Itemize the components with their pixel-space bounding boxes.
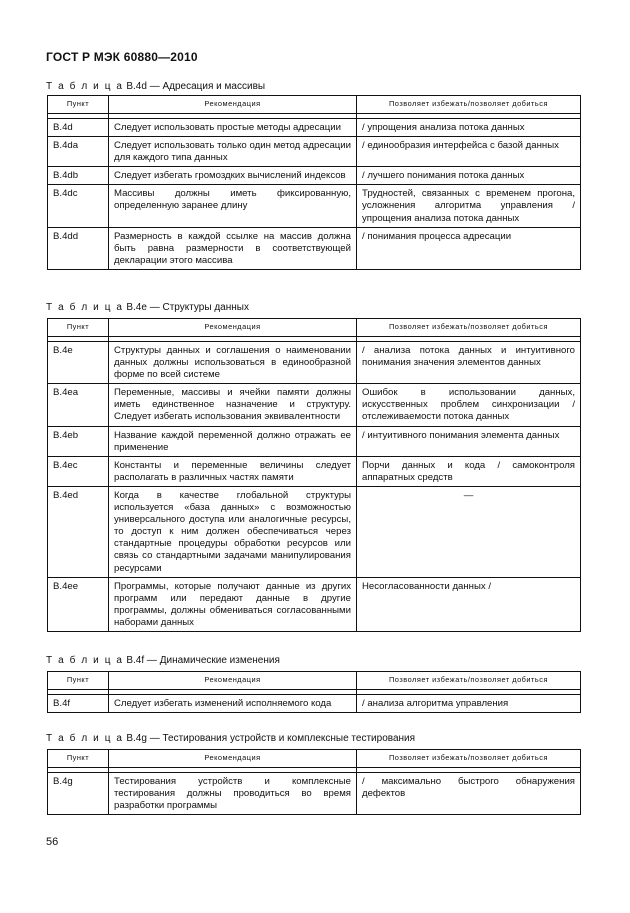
table-b4g xyxy=(47,749,581,815)
header-item: Пункт xyxy=(48,750,109,768)
header-effect: Позволяет избежать/позволяет добиться xyxy=(357,750,581,768)
cell-effect: Порчи данных и кода / самоконтроля аппаратных средств xyxy=(357,456,581,486)
cell-id: В.4ее xyxy=(48,577,109,631)
cell-recommendation: Когда в качестве глобальной структуры используется «база данных» с возможностью универсального доступа или аналогичные ресурсы, то доступ к ним должен обеспечиваться через стандартные процедуры обработки ресурсов или связь со стандартными задачами манипулирования ресурсами xyxy=(109,486,357,577)
table-caption xyxy=(46,302,249,313)
header-item: Пункт xyxy=(48,672,109,690)
header-effect: Позволяет избежать/позволяет добиться xyxy=(357,319,581,337)
cell-id: В.4dd xyxy=(48,227,109,269)
cell-effect: / единообразия интерфейса с базой данных xyxy=(357,137,581,167)
table-row xyxy=(48,227,581,269)
cell-effect: — xyxy=(357,486,581,577)
cell-id: В.4е xyxy=(48,342,109,384)
header-effect: Позволяет избежать/позволяет добиться xyxy=(357,96,581,114)
cell-effect: / упрощения анализа потока данных xyxy=(357,119,581,137)
table-row xyxy=(48,119,581,137)
cell-id: В.4f xyxy=(48,695,109,713)
table-row xyxy=(48,185,581,227)
caption-prefix: Т а б л и ц а xyxy=(46,733,124,744)
table-caption xyxy=(46,733,415,744)
cell-id: В.4g xyxy=(48,773,109,815)
cell-recommendation: Название каждой переменной должно отражать ее применение xyxy=(109,426,357,456)
cell-effect: Несогласованности данных / xyxy=(357,577,581,631)
caption-text: В.4g — Тестирования устройств и комплексные тестирования xyxy=(126,733,416,744)
table-row xyxy=(48,426,581,456)
caption-prefix: Т а б л и ц а xyxy=(46,81,124,92)
cell-id: В.4еb xyxy=(48,426,109,456)
header-effect: Позволяет избежать/позволяет добиться xyxy=(357,672,581,690)
header-recommendation: Рекомендация xyxy=(109,319,357,337)
document-title: ГОСТ Р МЭК 60880—2010 xyxy=(46,50,198,64)
table-row xyxy=(48,384,581,426)
cell-id: В.4dc xyxy=(48,185,109,227)
header-recommendation: Рекомендация xyxy=(109,96,357,114)
cell-id: В.4еc xyxy=(48,456,109,486)
cell-id: В.4еd xyxy=(48,486,109,577)
cell-recommendation: Следует избегать громоздких вычислений индексов xyxy=(109,167,357,185)
caption-text: В.4f — Динамические изменения xyxy=(126,655,280,666)
table-b4f xyxy=(47,671,581,713)
page-number: 56 xyxy=(46,836,59,848)
table-row xyxy=(48,695,581,713)
cell-id: В.4d xyxy=(48,119,109,137)
table-caption xyxy=(46,655,280,666)
caption-text: В.4е — Структуры данных xyxy=(126,302,249,313)
cell-effect: / анализа потока данных и интуитивного понимания значения элементов данных xyxy=(357,342,581,384)
cell-effect: / интуитивного понимания элемента данных xyxy=(357,426,581,456)
cell-recommendation: Следует использовать простые методы адресации xyxy=(109,119,357,137)
table-row xyxy=(48,577,581,631)
cell-effect: / понимания процесса адресации xyxy=(357,227,581,269)
cell-recommendation: Следует избегать изменений исполняемого кода xyxy=(109,695,357,713)
header-item: Пункт xyxy=(48,319,109,337)
table-b4e xyxy=(47,318,581,632)
table-header-row xyxy=(48,319,581,337)
table-row xyxy=(48,137,581,167)
table-b4d xyxy=(47,95,581,270)
cell-recommendation: Структуры данных и соглашения о наименовании данных должны использоваться в единообразной форме по всей системе xyxy=(109,342,357,384)
table-header-row xyxy=(48,750,581,768)
cell-effect: / лучшего понимания потока данных xyxy=(357,167,581,185)
cell-recommendation: Константы и переменные величины следует располагать в различных частях памяти xyxy=(109,456,357,486)
cell-recommendation: Тестирования устройств и комплексные тестирования должны проводиться во время разработки программы xyxy=(109,773,357,815)
cell-effect: / максимально быстрого обнаружения дефектов xyxy=(357,773,581,815)
header-recommendation: Рекомендация xyxy=(109,750,357,768)
caption-prefix: Т а б л и ц а xyxy=(46,655,124,666)
caption-prefix: Т а б л и ц а xyxy=(46,302,124,313)
table-header-row xyxy=(48,672,581,690)
cell-id: В.4db xyxy=(48,167,109,185)
cell-recommendation: Переменные, массивы и ячейки памяти должны иметь единственное назначение и структуру. Следует избегать использования эквивалентности xyxy=(109,384,357,426)
header-recommendation: Рекомендация xyxy=(109,672,357,690)
table-header-row xyxy=(48,96,581,114)
cell-recommendation: Массивы должны иметь фиксированную, определенную заранее длину xyxy=(109,185,357,227)
table-row xyxy=(48,486,581,577)
cell-recommendation: Размерность в каждой ссылке на массив должна быть равна размерности в соответствующей декларации этого массива xyxy=(109,227,357,269)
table-row xyxy=(48,167,581,185)
caption-text: В.4d — Адресация и массивы xyxy=(126,81,266,92)
table-row xyxy=(48,773,581,815)
header-item: Пункт xyxy=(48,96,109,114)
cell-id: В.4еа xyxy=(48,384,109,426)
cell-recommendation: Следует использовать только один метод адресации для каждого типа данных xyxy=(109,137,357,167)
cell-effect: Ошибок в использовании данных, искусственных проблем синхронизации / отслеживаемости потока данных xyxy=(357,384,581,426)
table-row xyxy=(48,456,581,486)
cell-effect: Трудностей, связанных с временем прогона, усложнения алгоритма управления / упрощения анализа потока данных xyxy=(357,185,581,227)
cell-id: В.4da xyxy=(48,137,109,167)
cell-recommendation: Программы, которые получают данные из других программ или передают данные в другие программы, должны обмениваться согласованными наборами данных xyxy=(109,577,357,631)
table-caption xyxy=(46,81,265,92)
cell-effect: / анализа алгоритма управления xyxy=(357,695,581,713)
table-row xyxy=(48,342,581,384)
